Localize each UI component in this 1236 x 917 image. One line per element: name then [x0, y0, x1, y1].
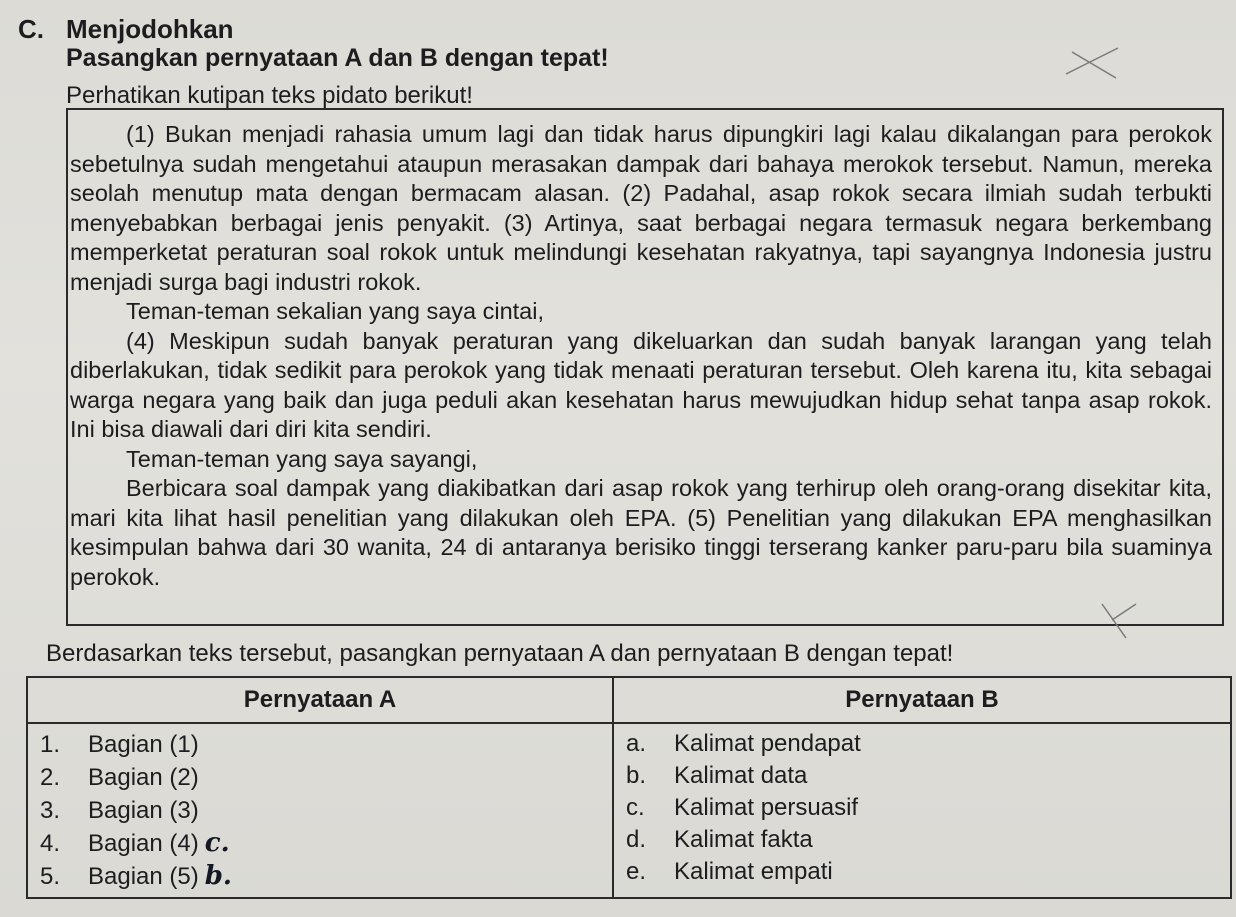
pencil-cross-mark: [1062, 44, 1122, 84]
handwritten-answer: c.: [204, 828, 230, 858]
item-letter: b.: [626, 762, 647, 789]
passage-greeting-1: Teman-teman sekalian yang saya cintai,: [126, 298, 544, 324]
handwritten-answer: b.: [204, 861, 232, 891]
passage-greeting-2: Teman-teman yang saya sayangi,: [126, 445, 478, 472]
speech-excerpt-box: [66, 108, 1224, 626]
list-item: [40, 728, 600, 761]
item-text: Kalimat pendapat: [674, 730, 861, 757]
item-text: Bagian (1): [88, 731, 199, 758]
list-item: [626, 856, 1218, 888]
question-text: Berdasarkan teks tersebut, pasangkan pernyataan A dan pernyataan B dengan tepat!: [46, 640, 954, 667]
list-item: [40, 794, 600, 827]
list-item: [626, 760, 1218, 792]
table-row: [27, 723, 1231, 898]
header-pernyataan-a: Pernyataan A: [27, 677, 613, 723]
matching-table: [26, 676, 1232, 899]
item-letter: a.: [626, 730, 647, 757]
item-text: Bagian (2): [88, 764, 199, 791]
intro-text: Perhatikan kutipan teks pidato berikut!: [66, 82, 473, 109]
section-header: [18, 14, 234, 45]
list-item: [40, 761, 600, 794]
passage-paragraph-1: (1) Bukan menjadi rahasia umum lagi dan tidak harus dipungkiri lagi kalau dikalangan para perokok sebetulnya sudah mengetahui ataupun merasakan dampak dari bahaya merokok tersebut. Namun, mereka seolah menutup mata dengan bermacam alasan. (2) Padahal, asap rokok secara ilmiah sudah terbukti menyebabkan berbagai jenis penyakit. (3) Artinya, saat berbagai negara termasuk negara berkembang memperketat peraturan soal rokok untuk melindungi kesehatan rakyatnya, tapi sayangnya Indonesia justru menjadi surga bagi industri rokok.: [70, 121, 1212, 295]
item-letter: e.: [626, 858, 647, 885]
passage-paragraph-2: (4) Meskipun sudah banyak peraturan yang dikeluarkan dan sudah banyak larangan yang telah diberlakukan, tidak sedikit para perokok yang tidak menaati peraturan tersebut. Oleh karena itu, kita sebagai warga negara yang baik dan juga peduli akan kesehatan harus mewujudkan hidup sehat tanpa asap rokok. Ini bisa diawali dari diri kita sendiri.: [70, 327, 1212, 442]
instruction-text: Pasangkan pernyataan A dan B dengan tepat!: [66, 44, 609, 72]
header-pernyataan-b: Pernyataan B: [613, 677, 1231, 723]
item-letter: d.: [626, 826, 647, 853]
section-title: Menjodohkan: [66, 14, 234, 44]
passage-paragraph-3: Berbicara soal dampak yang diakibatkan dari asap rokok yang terhirup oleh orang-orang disekitar kita, mari kita lihat hasil penelitian yang dilakukan oleh EPA. (5) Penelitian yang dilakukan EPA menghasilkan kesimpulan bahwa dari 30 wanita, 24 di antaranya berisiko tinggi terserang kanker paru-paru bila suaminya perokok.: [70, 475, 1212, 590]
item-text: Bagian (4): [88, 830, 199, 857]
item-text: Kalimat fakta: [674, 826, 813, 853]
item-number: 5.: [40, 863, 61, 890]
pernyataan-a-list: [27, 723, 613, 898]
pencil-cross-mark: [1096, 598, 1146, 642]
pernyataan-b-list: [613, 723, 1231, 898]
list-item: [626, 728, 1218, 760]
item-text: Kalimat empati: [674, 858, 833, 885]
item-number: 4.: [40, 830, 61, 857]
item-number: 3.: [40, 797, 61, 824]
list-item: [626, 792, 1218, 824]
item-text: Bagian (5): [88, 863, 199, 890]
section-letter: C.: [18, 14, 44, 44]
item-text: Kalimat data: [674, 762, 808, 789]
list-item: [626, 824, 1218, 856]
item-number: 1.: [40, 731, 61, 758]
item-text: Kalimat persuasif: [674, 794, 859, 821]
item-number: 2.: [40, 764, 61, 791]
list-item: [40, 827, 600, 860]
list-item: [40, 860, 600, 893]
item-text: Bagian (3): [88, 797, 199, 824]
item-letter: c.: [626, 794, 645, 821]
table-header-row: [27, 677, 1231, 723]
